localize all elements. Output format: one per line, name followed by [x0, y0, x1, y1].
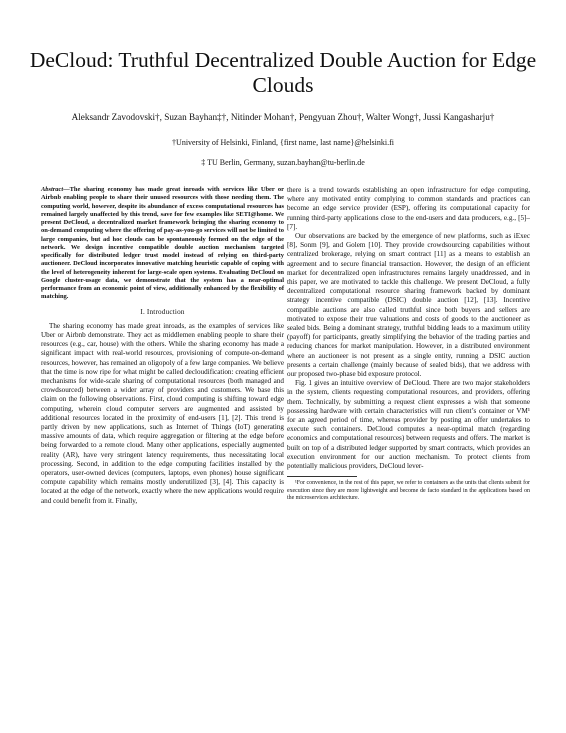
- paper-title: DeCloud: Truthful Decentralized Double Auction for Edge Clouds: [29, 48, 537, 97]
- intro-paragraph-3: Fig. 1 gives an intuitive overview of DeCloud. There are two major stakeholders in the system, clients requesting computational resources, and providers, offering them. Technically, by submitting a request client expresses a wish that someone possessing hardware with certain characteristics will run client’s container or VM¹ for an agreed period of time, whereas provider by posting an offer undertakes to execute such containers. DeCloud computes a near-optimal match (regarding economics and computational resources) between requests and offers. The market is built on top of a distributed ledger supported by smart contracts, which provides an execution environment for our auction mechanism. To protect clients from potentially malicious providers, DeCloud lever-: [287, 379, 530, 471]
- footnote-divider: [287, 476, 357, 477]
- abstract-text: —The sharing economy has made great inroads with services like Uber or Airbnb enabling people to share their unused resources with those needing them. The computing world, however, despite its abundance of excess computational resources has remained largely unaffected by this trend, save for few examples like SETI@home. We present DeCloud, a decentralized market framework bringing the sharing economy to on-demand computing where the offering of pay-as-you-go services will not be limited to large companies, but ad hoc clouds can be spontaneously formed on the edge of the network. We design incentive compatible double auction mechanism targeted specifically for distributed ledger trust model instead of relying on third-party auctioneer. DeCloud incorporates innovative matching heuristic capable of coping with the level of heterogeneity inherent for large-scale open systems. Evaluating DeCloud on Google cluster-usage data, we demonstrate that the system has a near-optimal performance from an economic point of view, additionally enhanced by the flexibility of matching.: [41, 186, 284, 301]
- footnote: ¹For convenience, in the rest of this paper, we refer to containers as the units that clients submit for execution since they are more lightweight and become de facto standard in the applications based on the microservices architecture.: [287, 480, 530, 501]
- left-column: [41, 186, 284, 506]
- intro-paragraph-2: Our observations are backed by the emergence of new platforms, such as iExec [8], Sonm [9], and Golem [10]. They provide crowdsourcing capabilities without centralized brokerage, relying on smart contract [11] as a means to establish an agreement and to secure financial transaction. However, the design of an efficient market for decentralized open infrastructures remains largely unaddressed, and in this paper, we are motivated to tackle this challenge. We present DeCloud, a fully decentralized computational resource sharing framework backed by dominant strategy incentive compatible (DSIC) double auction [12], [13]. Incentive compatible auctions are also called truthful since both buyers and sellers are motivated to expose their true valuations and costs of goods to the auctioneer as sealed bids. Being a dominant strategy, truthful bidding leads to a maximum utility (payoff) for participants, greatly simplifying the behavior of the trading parties and reducing chances for market manipulation. However, in a distributed environment where an auctioneer is not present as a single entity, running a DSIC auction presents a certain challenge (mainly because of sealed bids), that we address with our proposed two-phase bid exposure protocol.: [287, 232, 530, 379]
- intro-paragraph-continued: there is a trend towards establishing an open infrastructure for edge computing, where any motivated entity complying to common standards and practices can become an edge service provider (ESP), offering its computational capacity for running third-party applications close to the end-users and data producers, e.g., [5]–[7].: [287, 186, 530, 231]
- section-heading-introduction: I. Introduction: [140, 307, 185, 316]
- intro-paragraph-1: The sharing economy has made great inroads, as the examples of services like Uber or Airbnb demonstrate. They act as middlemen enabling people to share their resources (e.g., car, house) with the others. While the sharing economy has made a significant impact with real-world resources, provisioning of compute-on-demand resources, however, has remained an oligopoly of a few large companies. We believe that the time is now ripe for what might be called decloudification: creating efficient mechanisms for wide-scale sharing of computational resources (both managed and crowdsourced) between a wider array of providers and customers. We base this claim on the following observations. First, cloud computing is shifting toward edge computing, wherein cloud computer servers are augmented and assisted by additional resources located in the proximity of end-users [1], [2]. This trend is partly driven by new applications, such as Internet of Things (IoT) generating massive amounts of data, which require aggregation or filtering at the edge before being forwarded to a remote cloud. Many other applications, especially augmented reality (AR), have very stringent latency requirements, thus necessitating local processing. Second, in addition to the edge computing facilities installed by the operators, user-owned devices (computers, laptops, even phones) house significant compute capability which remains mostly underutilized [3], [4]. This capacity is located at the edge of the network, exactly where the new applications would require and could benefit from it. Finally,: [41, 321, 284, 505]
- affiliation-tu-berlin: ‡ TU Berlin, Germany, suzan.bayhan@tu-berlin.de: [201, 158, 365, 167]
- abstract: [41, 186, 284, 302]
- right-column: [287, 186, 530, 502]
- affiliation-helsinki: †University of Helsinki, Finland, {first name, last name}@helsinki.fi: [172, 138, 394, 147]
- author-list: Aleksandr Zavodovski†, Suzan Bayhan‡†, Nitinder Mohan†, Pengyuan Zhou†, Walter Wong†, Jussi Kangasharju†: [71, 112, 495, 122]
- abstract-label: Abstract: [41, 186, 64, 193]
